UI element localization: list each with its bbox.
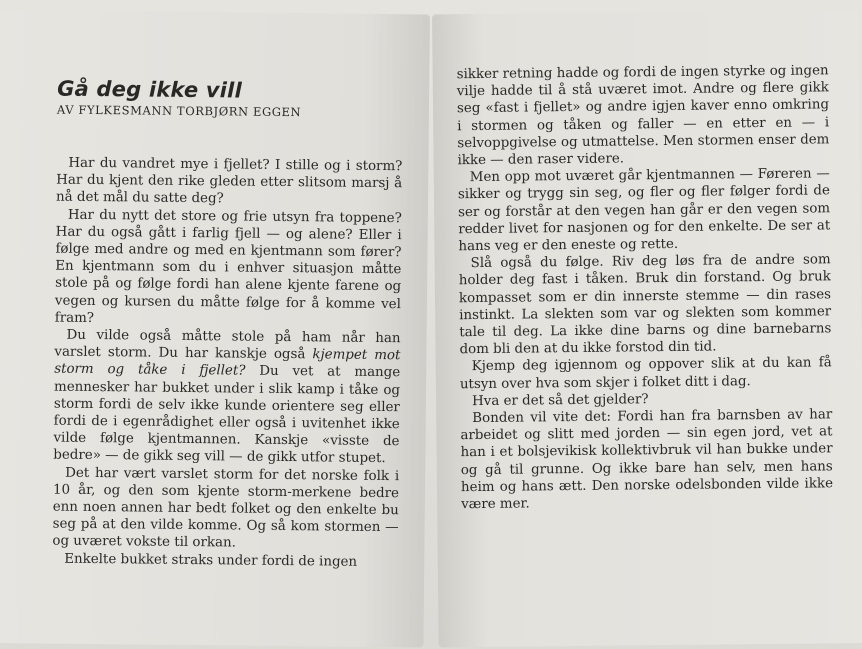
right-paragraph: Bonden vil vite det: Fordi han fra barnsben av har arbeidet og slitt med jorden — sin egen jord, vet at han i et bolsjevikisk kollektivbruk vil han bukke under og gå til grunne. Og ikke bare han selv, men hans heim og hans ætt. Den norske odelsbonden vilde ikke være mer. (460, 407, 834, 513)
right-page (432, 10, 862, 647)
emphasis-text: kjempet mot storm og tåke i fjellet? (54, 347, 401, 380)
left-paragraph: Har du vandret mye i fjellet? I stille og i storm? Har du kjent den rike gleden etter slitsom marsj å nå det mål du satte deg? (55, 155, 403, 207)
right-paragraph: sikker retning hadde og fordi de ingen styrke og ingen vilje hadde til å stå uværet imot. Andre og flere gikk seg «fast i fjellet» og andre igjen kaver enno omkring i stormen og tåken og faller — en etter en — i selvoppgivelse og utmattelse. Men stormen enser dem ikke — den raser videre. (456, 63, 830, 169)
left-paragraph: Du vilde også måtte stole på ham når han varslet storm. Du har kanskje også kjempet mot storm og tåke i fjellet? Du vet at mange mennesker har bukket under i slik kamp i tåke og storm fordi de selv ikke kunde orientere seg eller fordi de i egenrådighet eller også i uvitenhet ikke vilde følge kjentmannen. Kanskje «visste de bedre» — de gikk seg vill — de gikk utfor stupet. (53, 327, 401, 467)
article-title: Gå deg ikke vill (57, 76, 243, 103)
article-byline: AV FYLKESMANN TORBJØRN EGGEN (56, 102, 302, 120)
right-paragraph: Men opp mot uværet går kjentmannen — Føreren — sikker og trygg sin seg, og fler og fler følger fordi de ser og forstår at den vegen han går er den vegen som redder livet for nasjonen og for den enkelte. De ser at hans veg er den eneste og rette. (457, 166, 831, 255)
right-paragraph: Hva er det så det gjelder? (471, 392, 649, 409)
left-page (0, 10, 430, 647)
right-paragraph: Kjemp deg igjennom og oppover slik at du kan få utsyn over hva som skjer i folket ditt i dag. (459, 355, 832, 392)
left-paragraph: Det har vært varslet storm for det norske folk i 10 år, og den som kjente storm-merkene bedre enn noen annen har bedt folket og den enkelte bu seg på at den vilde komme. Og så kom stormen — og uværet vokste til orkan. (52, 465, 400, 551)
left-paragraph: Enkelte bukket straks under fordi de ingen (64, 551, 358, 570)
left-paragraph: Har du nytt det store og frie utsyn fra toppene? Har du også gått i farlig fjell — og alene? Eller i følge med andre og med en kjentmann som fører? En kjentmann som du i enhver situasjon måtte stole på og følge fordi han alene kjente farene og vegen og kursen du måtte følge for å komme vel fram? (54, 207, 402, 326)
right-paragraph: Slå også du følge. Riv deg løs fra de andre som holder deg fast i tåken. Bruk din forstand. Og bruk kompasset som er din innerste stemme — din rases instinkt. La slekten som var og slekten som kommer tale til deg. La ikke dine barns og dine barnebarns dom bli den at du ikke forstod din tid. (458, 252, 832, 358)
